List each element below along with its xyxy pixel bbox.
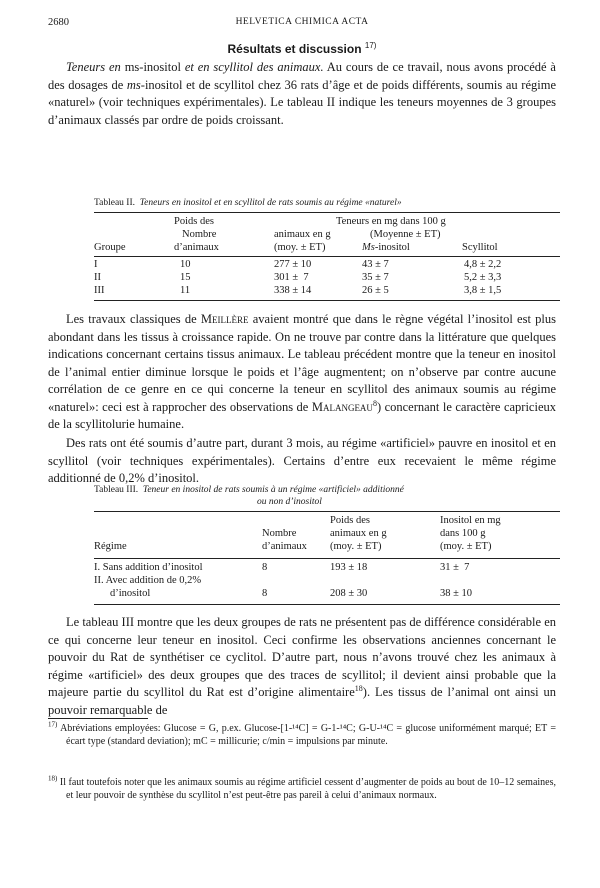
table2-header-nombre-2: d’animaux (174, 242, 219, 253)
paragraph-text-a: Au cours de ce travail, nous avons procédé à des dosages de (48, 60, 556, 92)
table3-header-regime: Régime (94, 541, 127, 552)
table2-caption (94, 197, 402, 209)
paragraph-text-a: Le tableau III montre que les deux groupes de rats ne présentent pas de différence considérable en ce qui concerne leur teneur en inositol. Ceci confirme les observations anciennes concernant le pouvoir du Rat de synthétiser ce cyclitol. D’autre part, nous n’avons trouvé chez les animaux à régime «artificiel» des deux groupes que des traces de scyllitol; il devient ainsi probable que la majeure partie du scyllitol du Rat est d’origine alimentaire (48, 615, 556, 699)
table2-header-poids-1: Poids des (174, 216, 214, 227)
table3-caption (94, 484, 514, 508)
paragraph-text-b: -inositol et de scyllitol chez 36 rats d’âge et de poids différents, soumis au régime «naturel» (voir techniques expérimentales). Le tableau II indique les teneurs moyennes de 3 groupes d’animaux classés par ordre de poids croissant. (48, 77, 556, 127)
table3-bottom-rule (94, 604, 560, 605)
table-cell: 38 ± 10 (440, 588, 473, 599)
table3-header-nombre-1: Nombre (262, 528, 297, 539)
paragraph-text-b: avaient montré que dans le règne végétal l’inositol est plus abondant dans les tissus à croissance rapide. On ne trouve par contre dans la littérature que quelques indications concernant certains tissus animaux. Le tableau précédent montre que la teneur en inositol de l’animal entier diminue lorsque le poids et l’âge augmentent; on n’observe par contre aucune corrélation de ce genre en ce qui concerne la teneur en scyllitol des animaux soumis au régime «naturel»: ceci est à rapprocher des observations de (48, 312, 556, 414)
table2-header-nombre-1: Nombre (182, 229, 217, 240)
ms-italic-header: Ms (362, 242, 375, 253)
table-cell: 8 (262, 562, 268, 573)
table3-header-poids-1: Poids des (330, 515, 370, 526)
table3-caption-line2: ou non d’inositol (257, 497, 322, 507)
journal-name: HELVETICA CHIMICA ACTA (235, 17, 369, 27)
paragraph-text: Des rats ont été soumis d’autre part, durant 3 mois, au régime «artificiel» pauvre en inositol et en scyllitol (voir techniques expérimentales). Certains d’entre eux recevaient le même régime additionné de 0,2% d’inositol. (48, 436, 556, 485)
table-cell: 3,8 ± 1,5 (464, 285, 502, 296)
table-cell: 31 ± 7 (440, 562, 470, 573)
table3-header-nombre-2: d’animaux (262, 541, 307, 552)
table-cell: 277 ± 10 (274, 259, 312, 270)
paragraph-rats (48, 435, 556, 488)
footnote-mark: 18) (48, 774, 58, 783)
table-cell: 26 ± 5 (362, 285, 389, 296)
table-cell: 338 ± 14 (274, 285, 312, 296)
lead-part-a: Teneurs en (66, 60, 125, 74)
table2-header-groupe: Groupe (94, 242, 126, 253)
table-cell: I. Sans addition d’inositol (94, 562, 203, 573)
footnote-text: Il faut toutefois noter que les animaux soumis au régime artificiel cessent d’augmenter de poids au bout de 10–12 semaines, et leur pouvoir de synthèse du scyllitol n’est peut-être pas pareil à celui d’animaux normaux. (59, 777, 557, 801)
table-cell: 11 (180, 285, 191, 296)
table3-label: Tableau III. (94, 485, 139, 495)
table2-header-scyllitol: Scyllitol (462, 242, 498, 253)
paragraph-lead (66, 60, 324, 74)
author-name-malangeau: Malangeau (311, 399, 373, 414)
footnote-text: Abréviations employées: Glucose = G, p.ex. Glucose-[1-¹⁴C] = G-1-¹⁴C; G-U-¹⁴C = glucose uniformément marqué; ET = écart type (standard deviation); mC = millicurie; c/min = impulsions par minute. (60, 723, 556, 747)
footnote-ref-17: 17) (364, 41, 377, 50)
table-cell: 4,8 ± 2,2 (464, 259, 502, 270)
table2-body-row3 (94, 285, 560, 301)
author-name-meillere: Meillère (200, 312, 249, 326)
table-cell: I (94, 259, 98, 270)
table2-header-teneurs-2: (Moyenne ± ET) (370, 229, 441, 240)
table-cell: 193 ± 18 (330, 562, 368, 573)
paragraph-text-b: ). Les tissus de l’animal ont ainsi un pouvoir remarquable de (48, 685, 556, 717)
table-cell: 8 (262, 588, 268, 599)
table3-header-inositol-1: Inositol en mg (440, 515, 501, 526)
table3-body (94, 560, 560, 604)
lead-part-b: ms-inositol (124, 60, 181, 74)
table-cell: 208 ± 30 (330, 588, 368, 599)
table-cell: III (94, 285, 105, 296)
table-cell: II (94, 272, 101, 283)
paragraph-tableau-iii (48, 614, 556, 719)
ref-superscript: 8 (372, 398, 377, 408)
paragraph-text-a: Les travaux classiques de (66, 312, 201, 326)
paragraph-text-c: ) concernant le caractère capricieux de la scyllitolurie humaine. (48, 399, 556, 431)
table-cell: 43 ± 7 (362, 259, 389, 270)
table2-bottom-rule (94, 300, 560, 301)
footnote-rule (48, 718, 148, 719)
table2-header-poids-2: animaux en g (274, 229, 331, 240)
table2-header-ms-inositol (362, 242, 410, 253)
table-cell: d’inositol (110, 588, 151, 599)
footnote-mark: 17) (48, 720, 58, 729)
table2-caption-text: Teneurs en inositol et en scyllitol de rats soumis au régime «naturel» (139, 198, 402, 208)
paragraph-meillere (48, 311, 556, 434)
footnote-18 (48, 776, 556, 802)
lead-part-c: et en scyllitol des animaux. (180, 60, 324, 74)
table-cell: 35 ± 7 (362, 272, 389, 283)
table-cell: 301 ± 7 (274, 272, 309, 283)
table3-caption-line1: Teneur en inositol de rats soumis à un régime «artificiel» additionné (142, 485, 404, 495)
table2-label: Tableau II. (94, 198, 136, 208)
table3-header-inositol-2: dans 100 g (440, 528, 486, 539)
table3-mid-rule (94, 558, 560, 559)
table3-header (94, 513, 560, 558)
table2-top-rule (94, 212, 560, 213)
table3-top-rule (94, 511, 560, 512)
section-title-text: Résultats et discussion (227, 42, 362, 56)
table2-header-poids-3: (moy. ± ET) (274, 242, 326, 253)
table3-header-inositol-3: (moy. ± ET) (440, 541, 492, 552)
ms-italic: ms (126, 77, 141, 92)
ref-superscript: 18 (354, 683, 363, 693)
ms-suffix-header: -inositol (374, 242, 410, 253)
paragraph-teneurs (48, 59, 556, 129)
table-cell: 10 (180, 259, 191, 270)
table-cell: 5,2 ± 3,3 (464, 272, 502, 283)
section-title (48, 41, 556, 56)
table3-header-poids-2: animaux en g (330, 528, 387, 539)
running-header (48, 17, 556, 31)
table-cell: II. Avec addition de 0,2% (94, 575, 202, 586)
footnote-17 (48, 722, 556, 748)
table-cell: 15 (180, 272, 191, 283)
table2-header-teneurs-1: Teneurs en mg dans 100 g (336, 216, 446, 227)
page-number: 2680 (48, 17, 69, 28)
table3-header-poids-3: (moy. ± ET) (330, 541, 382, 552)
